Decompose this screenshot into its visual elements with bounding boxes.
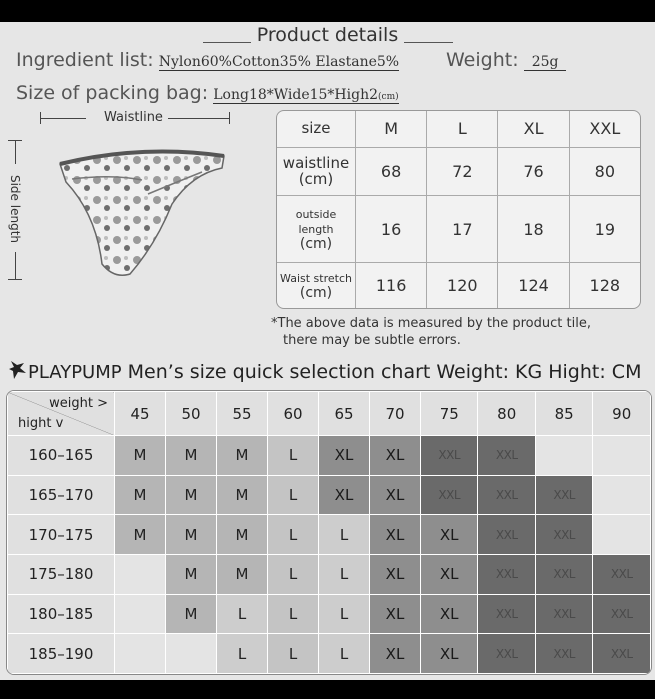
size-cell: L: [217, 594, 268, 634]
side-length-label: Side length: [8, 174, 22, 243]
spec-cell: 116: [356, 263, 427, 308]
packing-label: Size of packing bag:: [16, 82, 209, 104]
spec-label-unit: (cm): [299, 284, 333, 301]
waistline-dimension: [40, 112, 230, 124]
size-cell: XL: [370, 554, 421, 594]
size-cell: M: [217, 436, 268, 476]
size-cell: L: [268, 475, 319, 515]
weight-header: 45: [115, 392, 166, 436]
size-cell: XXL: [478, 515, 535, 555]
weight-value: 25g: [524, 54, 567, 71]
weight-header: 65: [319, 392, 370, 436]
size-cell: M: [217, 515, 268, 555]
spec-cell: 120: [427, 263, 498, 308]
size-cell: [115, 594, 166, 634]
packing-row: [16, 82, 399, 104]
size-row: [8, 594, 651, 634]
size-cell: M: [115, 436, 166, 476]
measurement-note: [271, 315, 591, 349]
spec-label-text: waistline: [282, 154, 350, 173]
weight-header: 70: [370, 392, 421, 436]
size-cell: XXL: [535, 594, 592, 634]
note-line-2: there may be subtle errors.: [283, 333, 461, 348]
size-cell: M: [115, 515, 166, 555]
size-cell: [535, 436, 592, 476]
spec-row-label: [277, 263, 356, 308]
weight-header: 60: [268, 392, 319, 436]
weight-header: 85: [535, 392, 592, 436]
ingredient-value: Nylon60%Cotton35% Elastane5%: [158, 54, 400, 70]
spec-row-outside-length: [277, 196, 640, 263]
spec-label-unit: (cm): [298, 170, 334, 189]
size-cell: XXL: [535, 634, 592, 674]
size-cell: XL: [421, 634, 478, 674]
size-cell: L: [319, 554, 370, 594]
size-cell: [166, 634, 217, 674]
size-cell: XL: [370, 475, 421, 515]
size-cell: XXL: [593, 634, 651, 674]
spec-cell: 16: [356, 196, 427, 263]
size-cell: M: [217, 475, 268, 515]
product-sheet: [0, 22, 655, 680]
playpump-logo-icon: [8, 359, 28, 381]
spec-row-label: [277, 147, 356, 196]
side-length-line-top: [15, 140, 16, 164]
size-selection-chart: [6, 390, 652, 675]
size-cell: L: [268, 436, 319, 476]
spec-header-xl: XL: [498, 111, 569, 147]
size-cell: XL: [421, 594, 478, 634]
weight-row: [446, 49, 566, 71]
height-label: 165–170: [8, 475, 115, 515]
size-row: [8, 515, 651, 555]
height-label: 180–185: [8, 594, 115, 634]
size-cell: L: [268, 594, 319, 634]
size-cell: XXL: [421, 436, 478, 476]
weight-header: 55: [217, 392, 268, 436]
spec-cell: 17: [427, 196, 498, 263]
side-length-dimension: [8, 140, 22, 280]
spec-cell: 68: [356, 147, 427, 196]
size-cell: M: [115, 475, 166, 515]
weight-header: 80: [478, 392, 535, 436]
spec-row-label: [277, 196, 356, 263]
size-cell: XL: [421, 554, 478, 594]
ingredient-label: Ingredient list:: [16, 49, 154, 71]
height-label: 175–180: [8, 554, 115, 594]
brand-name: PLAYPUMP: [28, 362, 122, 383]
size-chart-title: [8, 359, 641, 383]
spec-row-waistline: [277, 147, 640, 196]
brief-product-image: [52, 134, 232, 284]
size-cell: [115, 554, 166, 594]
size-cell: [115, 634, 166, 674]
page-title: Product details: [251, 24, 404, 46]
spec-label-unit: (cm): [299, 235, 333, 252]
size-cell: M: [166, 475, 217, 515]
spec-label-text: outside length: [295, 207, 337, 236]
spec-cell: 80: [569, 147, 640, 196]
size-cell: XXL: [478, 554, 535, 594]
size-cell: XL: [319, 475, 370, 515]
packing-unit: (cm): [378, 92, 399, 102]
spec-header-size: size: [277, 111, 356, 147]
spec-header-l: L: [427, 111, 498, 147]
size-cell: L: [319, 594, 370, 634]
weight-header: 50: [166, 392, 217, 436]
size-cell: M: [217, 554, 268, 594]
size-cell: L: [319, 634, 370, 674]
size-row: [8, 436, 651, 476]
spec-cell: 18: [498, 196, 569, 263]
title-row: [0, 24, 655, 46]
size-row: [8, 634, 651, 674]
note-line-1: *The above data is measured by the product tile,: [271, 316, 591, 331]
ingredient-row: [16, 49, 399, 71]
spec-cell: 124: [498, 263, 569, 308]
size-cell: L: [319, 515, 370, 555]
spec-cell: 76: [498, 147, 569, 196]
waistline-line-right: [168, 118, 230, 119]
size-cell: XXL: [478, 475, 535, 515]
size-cell: M: [166, 515, 217, 555]
packing-value: [213, 87, 398, 104]
spec-row-waist-stretch: [277, 263, 640, 308]
waistline-tick-right: [229, 112, 230, 124]
size-cell: M: [166, 594, 217, 634]
size-spec-table: [276, 110, 641, 309]
size-cell: XL: [370, 436, 421, 476]
weight-label: Weight:: [446, 49, 519, 71]
size-cell: XXL: [421, 475, 478, 515]
size-cell: XXL: [593, 594, 651, 634]
spec-label-text: Waist stretch: [280, 271, 352, 285]
spec-header-xxl: XXL: [569, 111, 640, 147]
size-cell: L: [268, 554, 319, 594]
height-label: 185–190: [8, 634, 115, 674]
size-cell: XXL: [535, 515, 592, 555]
title-rule-right: [401, 42, 453, 43]
spec-header-row: [277, 111, 640, 147]
size-cell: [593, 475, 651, 515]
corner-weight-label: weight >: [49, 396, 108, 411]
table-corner: [8, 392, 115, 436]
size-cell: XXL: [593, 554, 651, 594]
weight-header-row: [8, 392, 651, 436]
size-cell: [593, 436, 651, 476]
spec-cell: 72: [427, 147, 498, 196]
size-cell: XXL: [478, 634, 535, 674]
weight-header: 90: [593, 392, 651, 436]
size-cell: L: [268, 634, 319, 674]
corner-height-label: hight v: [18, 416, 64, 431]
height-label: 160–165: [8, 436, 115, 476]
size-cell: XL: [370, 515, 421, 555]
size-cell: XXL: [535, 475, 592, 515]
size-cell: XL: [421, 515, 478, 555]
size-cell: XXL: [478, 594, 535, 634]
chart-title-text: Men’s size quick selection chart Weight: KG Hight: CM: [121, 361, 642, 383]
spec-header-m: M: [356, 111, 427, 147]
side-length-tick-bottom: [8, 279, 22, 280]
size-cell: L: [268, 515, 319, 555]
size-cell: XL: [370, 594, 421, 634]
size-cell: XL: [370, 634, 421, 674]
size-cell: M: [166, 554, 217, 594]
size-cell: L: [217, 634, 268, 674]
size-chart-body: [8, 436, 651, 674]
size-row: [8, 475, 651, 515]
size-cell: XXL: [535, 554, 592, 594]
size-cell: [593, 515, 651, 555]
size-cell: XL: [319, 436, 370, 476]
spec-cell: 128: [569, 263, 640, 308]
title-rule-left: [203, 42, 257, 43]
size-cell: XXL: [478, 436, 535, 476]
side-length-line-bottom: [15, 252, 16, 280]
height-label: 170–175: [8, 515, 115, 555]
size-row: [8, 554, 651, 594]
packing-dimensions: Long18*Wide15*High2: [213, 87, 379, 103]
weight-header: 75: [421, 392, 478, 436]
waistline-label: Waistline: [104, 110, 163, 125]
spec-cell: 19: [569, 196, 640, 263]
waistline-line-left: [40, 118, 86, 119]
size-cell: M: [166, 436, 217, 476]
